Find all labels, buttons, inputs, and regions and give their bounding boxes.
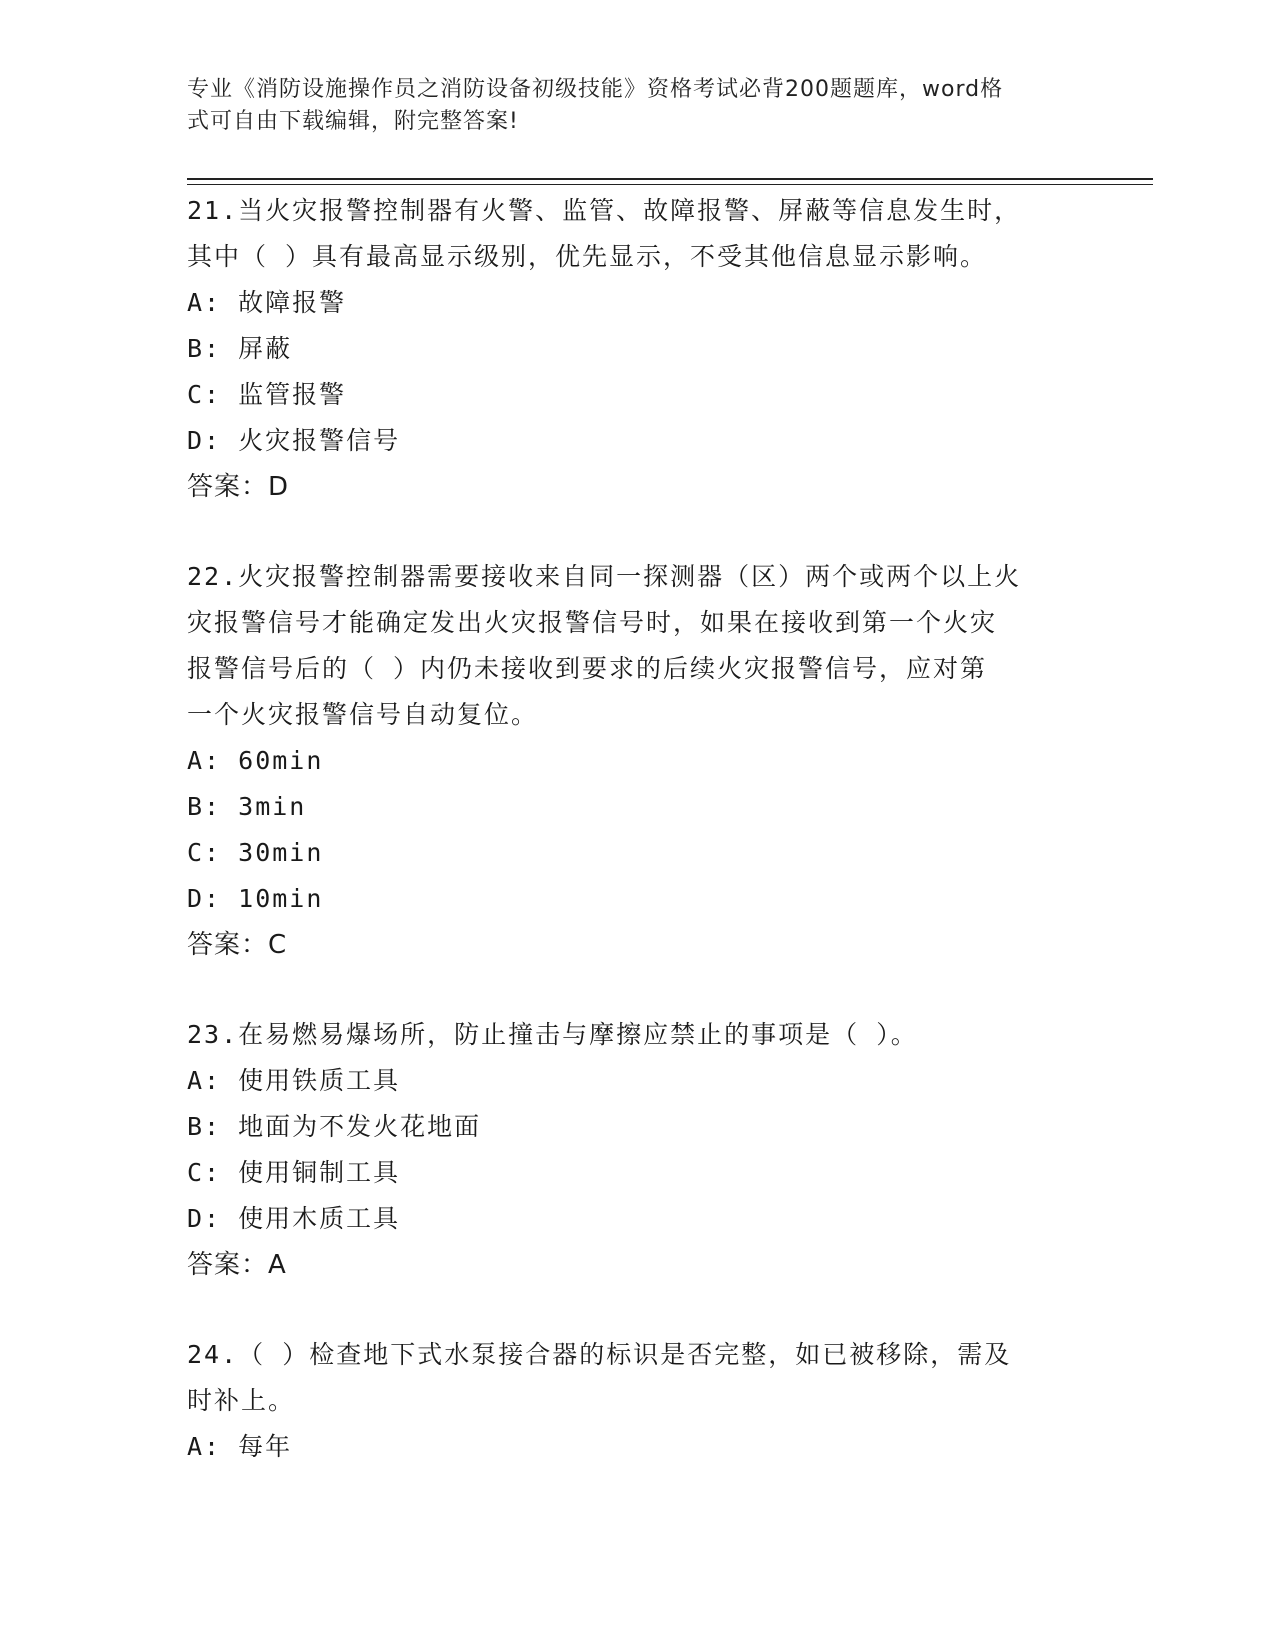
question-text-line: 24.（ ）检查地下式水泵接合器的标识是否完整，如已被移除，需及 — [187, 1340, 1012, 1369]
header-line-2: 式可自由下载编辑，附完整答案! — [187, 109, 519, 134]
header-line-1: 专业《消防设施操作员之消防设备初级技能》资格考试必背200题题库，word格 — [187, 77, 1004, 102]
question-text-line: 其中（ ）具有最高显示级别，优先显示，不受其他信息显示影响。 — [187, 242, 988, 271]
question-text-line: 报警信号后的（ ）内仍未接收到要求的后续火灾报警信号，应对第 — [187, 654, 988, 683]
question-23 — [187, 1012, 1087, 1288]
option-b: B: 地面为不发火花地面 — [187, 1112, 482, 1141]
answer-label: 答案：D — [187, 472, 290, 502]
question-text-line: 21.当火灾报警控制器有火警、监管、故障报警、屏蔽等信息发生时， — [187, 196, 1022, 225]
option-b: B: 3min — [187, 792, 307, 821]
option-c: C: 使用铜制工具 — [187, 1158, 401, 1187]
question-text-line: 灾报警信号才能确定发出火灾报警信号时，如果在接收到第一个火灾 — [187, 608, 998, 637]
answer-label: 答案：A — [187, 1250, 287, 1280]
question-text-line: 22.火灾报警控制器需要接收来自同一探测器（区）两个或两个以上火 — [187, 562, 1022, 591]
option-d: D: 使用木质工具 — [187, 1204, 401, 1233]
option-d: D: 火灾报警信号 — [187, 426, 401, 455]
option-a: A: 60min — [187, 746, 324, 775]
option-a: A: 每年 — [187, 1432, 293, 1461]
question-22 — [187, 554, 1087, 968]
question-24 — [187, 1332, 1087, 1470]
question-list — [187, 188, 1087, 1514]
option-b: B: 屏蔽 — [187, 334, 293, 363]
option-c: C: 监管报警 — [187, 380, 347, 409]
question-text-line: 时补上。 — [187, 1386, 296, 1415]
question-text-line: 一个火灾报警信号自动复位。 — [187, 700, 539, 729]
option-a: A: 使用铁质工具 — [187, 1066, 401, 1095]
option-d: D: 10min — [187, 884, 324, 913]
option-c: C: 30min — [187, 838, 324, 867]
question-text-line: 23.在易燃易爆场所，防止撞击与摩擦应禁止的事项是（ ）。 — [187, 1020, 918, 1049]
header-divider-thin — [187, 184, 1153, 185]
question-21 — [187, 188, 1087, 510]
answer-label: 答案：C — [187, 930, 288, 960]
option-a: A: 故障报警 — [187, 288, 347, 317]
header-divider-thick — [187, 178, 1153, 180]
document-header — [187, 74, 1067, 138]
